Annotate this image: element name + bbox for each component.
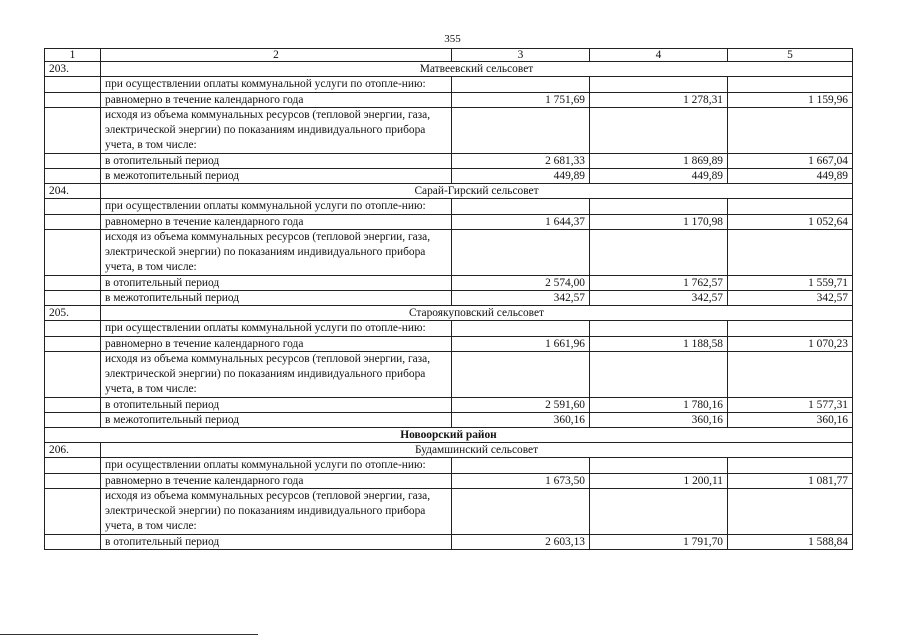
table-row (45, 291, 853, 306)
value-col-3: 2 681,33 (452, 154, 590, 169)
value-col-5 (728, 489, 853, 535)
table-row (45, 458, 853, 474)
value-col-3 (452, 199, 590, 215)
value-col-3 (452, 489, 590, 535)
settlement-name: Староякуповский сельсовет (101, 306, 853, 321)
settlement-name: Будамшинский сельсовет (101, 443, 853, 458)
row-description: исходя из объема коммунальных ресурсов (тепловой энергии, газа, электрической энергии) по показаниям индивидуального прибора учета, в том числе: (101, 230, 452, 276)
row-index-cell (45, 474, 101, 489)
value-col-4 (590, 321, 728, 337)
value-col-5: 1 667,04 (728, 154, 853, 169)
row-index-cell (45, 93, 101, 108)
settlement-heading-row (45, 443, 853, 458)
value-col-3: 1 661,96 (452, 337, 590, 352)
row-description: равномерно в течение календарного года (101, 215, 452, 230)
row-index-cell (45, 352, 101, 398)
value-col-3 (452, 108, 590, 154)
row-index-cell (45, 413, 101, 428)
value-col-5: 1 577,31 (728, 398, 853, 413)
settlement-name: Матвеевский сельсовет (101, 62, 853, 77)
table-row (45, 230, 853, 276)
row-index-cell (45, 169, 101, 184)
row-description: в межотопительный период (101, 413, 452, 428)
value-col-5 (728, 108, 853, 154)
row-description: равномерно в течение календарного года (101, 337, 452, 352)
table-row (45, 489, 853, 535)
table-row (45, 169, 853, 184)
row-description: в отопительный период (101, 276, 452, 291)
table-row (45, 321, 853, 337)
footnote-rule (0, 634, 258, 635)
column-number-cell: 1 (45, 49, 101, 62)
value-col-3 (452, 77, 590, 93)
column-number-row (45, 49, 853, 62)
value-col-4 (590, 458, 728, 474)
value-col-3: 449,89 (452, 169, 590, 184)
district-name: Новоорский район (45, 428, 853, 443)
value-col-3 (452, 230, 590, 276)
value-col-5 (728, 458, 853, 474)
table-row (45, 413, 853, 428)
row-index-cell (45, 535, 101, 550)
row-index-cell (45, 489, 101, 535)
settlement-number: 203. (45, 62, 101, 77)
row-description: при осуществлении оплаты коммунальной услуги по отопле-нию: (101, 77, 452, 93)
row-description: исходя из объема коммунальных ресурсов (тепловой энергии, газа, электрической энергии) по показаниям индивидуального прибора учета, в том числе: (101, 489, 452, 535)
value-col-3: 1 751,69 (452, 93, 590, 108)
row-index-cell (45, 291, 101, 306)
value-col-3 (452, 352, 590, 398)
value-col-3: 2 591,60 (452, 398, 590, 413)
settlement-number: 206. (45, 443, 101, 458)
value-col-4 (590, 77, 728, 93)
row-description: в отопительный период (101, 535, 452, 550)
row-index-cell (45, 77, 101, 93)
value-col-3: 1 644,37 (452, 215, 590, 230)
row-index-cell (45, 276, 101, 291)
row-description: равномерно в течение календарного года (101, 474, 452, 489)
value-col-4: 1 188,58 (590, 337, 728, 352)
value-col-5: 342,57 (728, 291, 853, 306)
table-row (45, 352, 853, 398)
row-index-cell (45, 108, 101, 154)
value-col-5 (728, 199, 853, 215)
settlement-number: 205. (45, 306, 101, 321)
row-description: исходя из объема коммунальных ресурсов (тепловой энергии, газа, электрической энергии) по показаниям индивидуального прибора учета, в том числе: (101, 352, 452, 398)
value-col-4 (590, 199, 728, 215)
row-description: в межотопительный период (101, 169, 452, 184)
value-col-4: 342,57 (590, 291, 728, 306)
value-col-4: 1 869,89 (590, 154, 728, 169)
settlement-heading-row (45, 306, 853, 321)
value-col-3: 1 673,50 (452, 474, 590, 489)
district-heading-row (45, 428, 853, 443)
table-row (45, 276, 853, 291)
value-col-5 (728, 352, 853, 398)
row-index-cell (45, 398, 101, 413)
value-col-3: 2 603,13 (452, 535, 590, 550)
value-col-3: 2 574,00 (452, 276, 590, 291)
value-col-5: 1 559,71 (728, 276, 853, 291)
tariff-table (44, 48, 853, 550)
row-index-cell (45, 199, 101, 215)
value-col-4 (590, 489, 728, 535)
table-row (45, 215, 853, 230)
value-col-5: 1 070,23 (728, 337, 853, 352)
row-description: исходя из объема коммунальных ресурсов (тепловой энергии, газа, электрической энергии) по показаниям индивидуального прибора учета, в том числе: (101, 108, 452, 154)
table-row (45, 108, 853, 154)
value-col-4: 449,89 (590, 169, 728, 184)
row-index-cell (45, 154, 101, 169)
value-col-5: 449,89 (728, 169, 853, 184)
settlement-name: Сарай-Гирский сельсовет (101, 184, 853, 199)
value-col-3: 360,16 (452, 413, 590, 428)
table-row (45, 199, 853, 215)
value-col-4: 360,16 (590, 413, 728, 428)
table-row (45, 474, 853, 489)
value-col-5: 1 081,77 (728, 474, 853, 489)
settlement-heading-row (45, 62, 853, 77)
value-col-5 (728, 230, 853, 276)
row-description: в отопительный период (101, 154, 452, 169)
page-number: 355 (444, 33, 461, 45)
column-number-cell: 3 (452, 49, 590, 62)
value-col-5: 1 588,84 (728, 535, 853, 550)
settlement-number: 204. (45, 184, 101, 199)
table-row (45, 535, 853, 550)
row-description: при осуществлении оплаты коммунальной услуги по отопле-нию: (101, 458, 452, 474)
row-index-cell (45, 458, 101, 474)
value-col-4: 1 170,98 (590, 215, 728, 230)
value-col-4: 1 278,31 (590, 93, 728, 108)
row-description: при осуществлении оплаты коммунальной услуги по отопле-нию: (101, 199, 452, 215)
row-index-cell (45, 215, 101, 230)
value-col-3: 342,57 (452, 291, 590, 306)
value-col-3 (452, 458, 590, 474)
row-description: в отопительный период (101, 398, 452, 413)
value-col-4: 1 791,70 (590, 535, 728, 550)
value-col-3 (452, 321, 590, 337)
table-row (45, 337, 853, 352)
column-number-cell: 4 (590, 49, 728, 62)
row-index-cell (45, 337, 101, 352)
settlement-heading-row (45, 184, 853, 199)
row-description: равномерно в течение календарного года (101, 93, 452, 108)
value-col-5: 1 159,96 (728, 93, 853, 108)
value-col-5 (728, 77, 853, 93)
column-number-cell: 2 (101, 49, 452, 62)
value-col-5: 360,16 (728, 413, 853, 428)
value-col-5 (728, 321, 853, 337)
value-col-4: 1 780,16 (590, 398, 728, 413)
table-row (45, 93, 853, 108)
row-description: в межотопительный период (101, 291, 452, 306)
row-index-cell (45, 321, 101, 337)
value-col-4 (590, 108, 728, 154)
column-number-cell: 5 (728, 49, 853, 62)
table-row (45, 398, 853, 413)
row-index-cell (45, 230, 101, 276)
value-col-4: 1 200,11 (590, 474, 728, 489)
value-col-4 (590, 230, 728, 276)
table-row (45, 154, 853, 169)
table-row (45, 77, 853, 93)
value-col-5: 1 052,64 (728, 215, 853, 230)
row-description: при осуществлении оплаты коммунальной услуги по отопле-нию: (101, 321, 452, 337)
value-col-4 (590, 352, 728, 398)
value-col-4: 1 762,57 (590, 276, 728, 291)
